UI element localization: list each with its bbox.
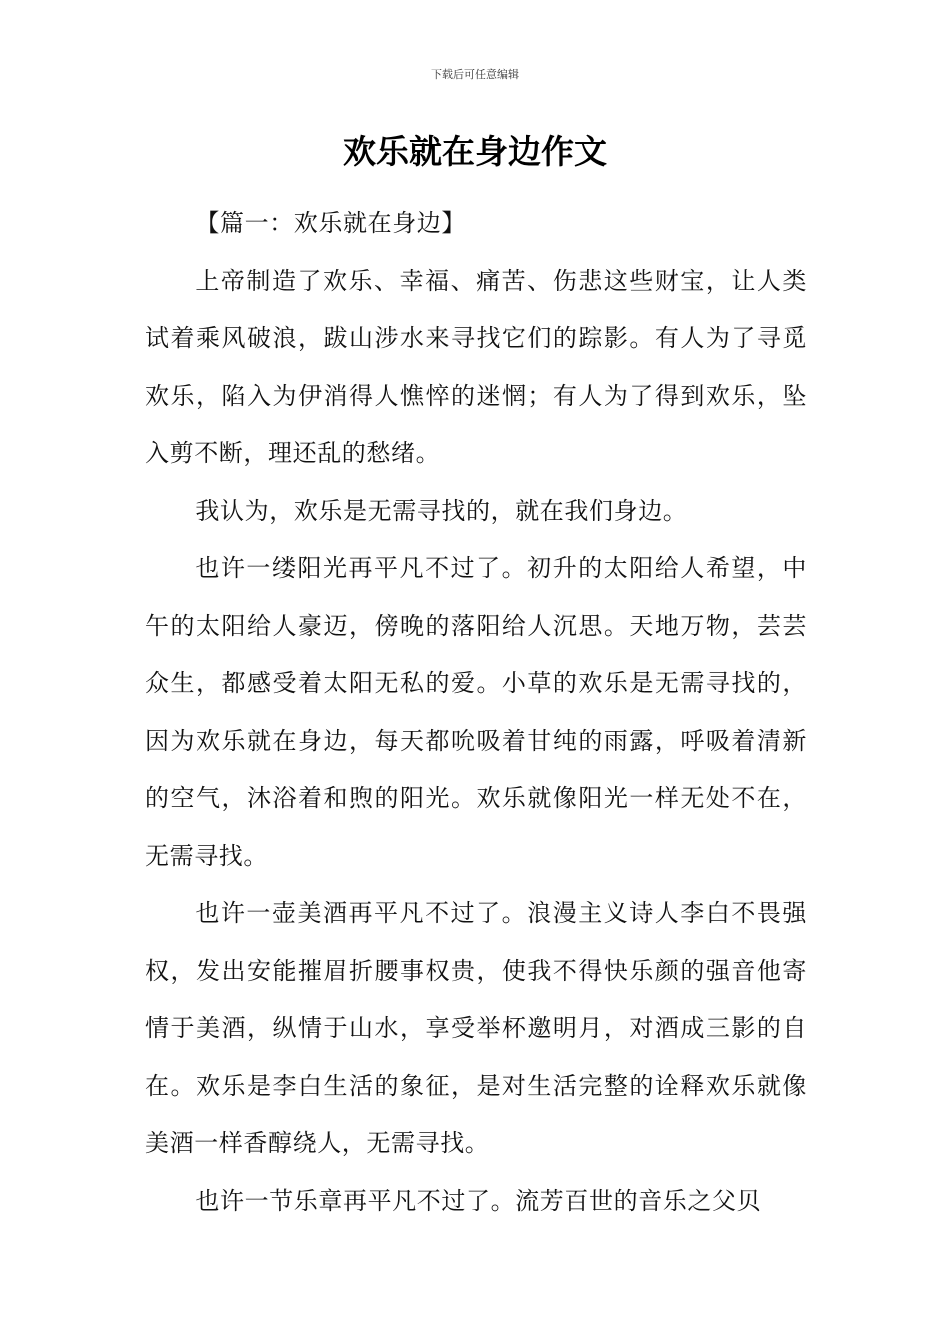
- paragraph: 上帝制造了欢乐、幸福、痛苦、伤悲这些财宝，让人类试着乘风破浪，跋山涉水来寻找它们的踪影。有人为了寻觅欢乐，陷入为伊消得人憔悴的迷惘；有人为了得到欢乐，坠入剪不断，理还乱的愁绪。: [145, 266, 807, 467]
- header-note: 下载后可任意编辑: [431, 68, 519, 81]
- section-heading: 【篇一：欢乐就在身边】: [195, 209, 466, 237]
- paragraph: 也许一节乐章再平凡不过了。流芳百世的音乐之父贝: [195, 1186, 762, 1215]
- document-body: [145, 195, 807, 1230]
- paragraph: 也许一壶美酒再平凡不过了。浪漫主义诗人李白不畏强权，发出安能摧眉折腰事权贵，使我不得快乐颜的强音他寄情于美酒，纵情于山水，享受举杯邀明月，对酒成三影的自在。欢乐是李白生活的象征，是对生活完整的诠释欢乐就像美酒一样香醇绕人，无需寻找。: [145, 899, 807, 1157]
- document-title: 欢乐就在身边作文: [343, 132, 607, 171]
- paragraph: 我认为，欢乐是无需寻找的，就在我们身边。: [195, 496, 688, 525]
- paragraph: 也许一缕阳光再平凡不过了。初升的太阳给人希望，中午的太阳给人豪迈，傍晚的落阳给人沉思。天地万物，芸芸众生，都感受着太阳无私的爱。小草的欢乐是无需寻找的，因为欢乐就在身边，每天都吮吸着甘纯的雨露，呼吸着清新的空气，沐浴着和煦的阳光。欢乐就像阳光一样无处不在，无需寻找。: [145, 554, 807, 870]
